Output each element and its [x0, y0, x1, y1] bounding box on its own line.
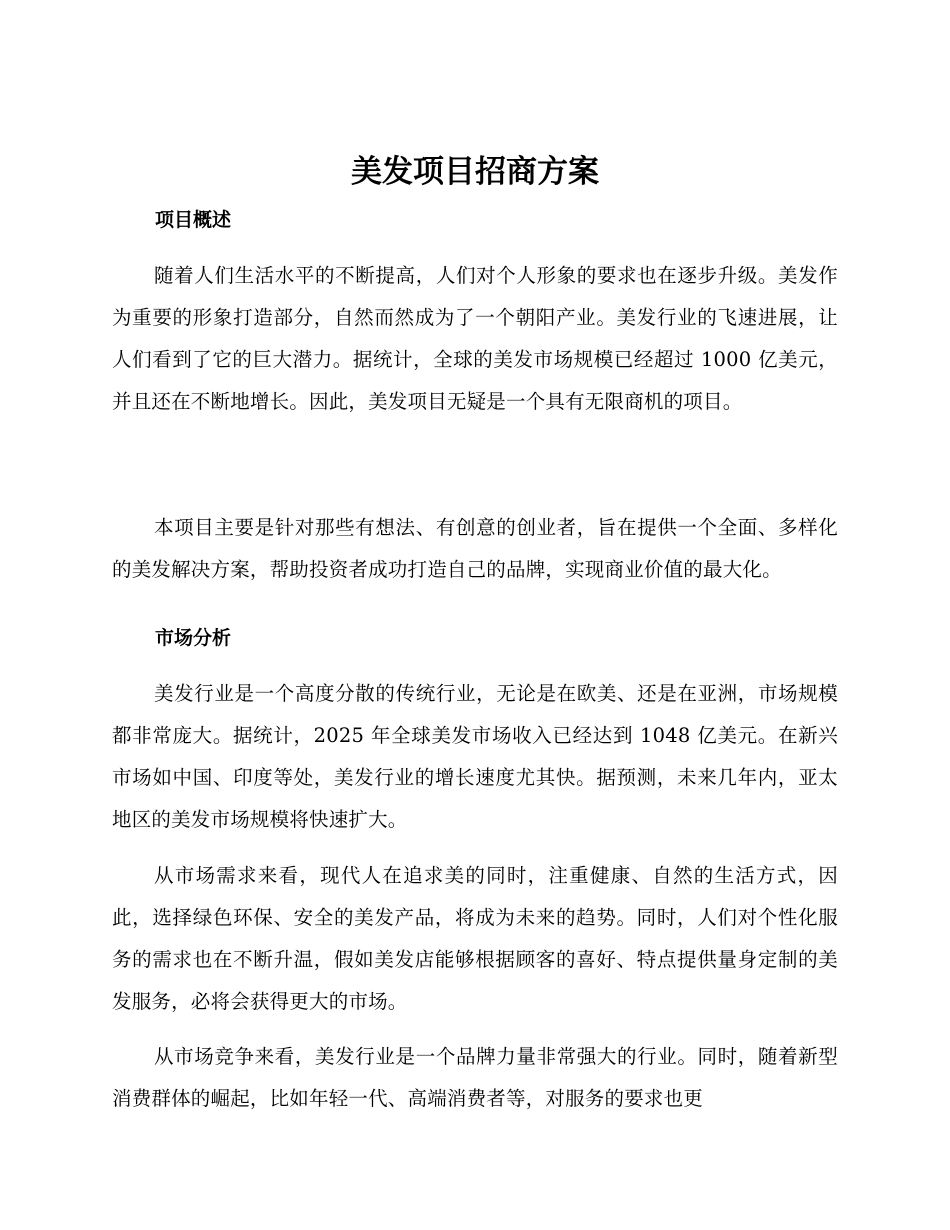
document-title: 美发项目招商方案 — [351, 154, 599, 190]
paragraph-market-2: 从市场需求来看，现代人在追求美的同时，注重健康、自然的生活方式，因此，选择绿色环保、安全的美发产品，将成为未来的趋势。同时，人们对个性化服务的需求也在不断升温，假如美发店能够根据顾客的喜好、特点提供量身定制的美发服务，必将会获得更大的市场。 — [112, 864, 838, 1013]
paragraph-market-3: 从市场竞争来看，美发行业是一个品牌力量非常强大的行业。同时，随着新型消费群体的崛起，比如年轻一代、高端消费者等，对服务的要求也更 — [112, 1045, 838, 1110]
paragraph-overview-1: 随着人们生活水平的不断提高，人们对个人形象的要求也在逐步升级。美发作为重要的形象打造部分，自然而然成为了一个朝阳产业。美发行业的飞速进展，让人们看到了它的巨大潜力。据统计，全球的美发市场规模已经超过 1000 亿美元，并且还在不断地增长。因此，美发项目无疑是一个具有无限商机的项目。 — [112, 264, 838, 413]
section-heading-market: 市场分析 — [155, 627, 232, 649]
section-heading-overview: 项目概述 — [155, 209, 232, 231]
paragraph-market-1: 美发行业是一个高度分散的传统行业，无论是在欧美、还是在亚洲，市场规模都非常庞大。据统计，2025 年全球美发市场收入已经达到 1048 亿美元。在新兴市场如中国、印度等处，美发行业的增长速度尤其快。据预测，未来几年内，亚太地区的美发市场规模将快速扩大。 — [112, 682, 838, 831]
paragraph-overview-2: 本项目主要是针对那些有想法、有创意的创业者，旨在提供一个全面、多样化的美发解决方案，帮助投资者成功打造自己的品牌，实现商业价值的最大化。 — [112, 516, 838, 581]
